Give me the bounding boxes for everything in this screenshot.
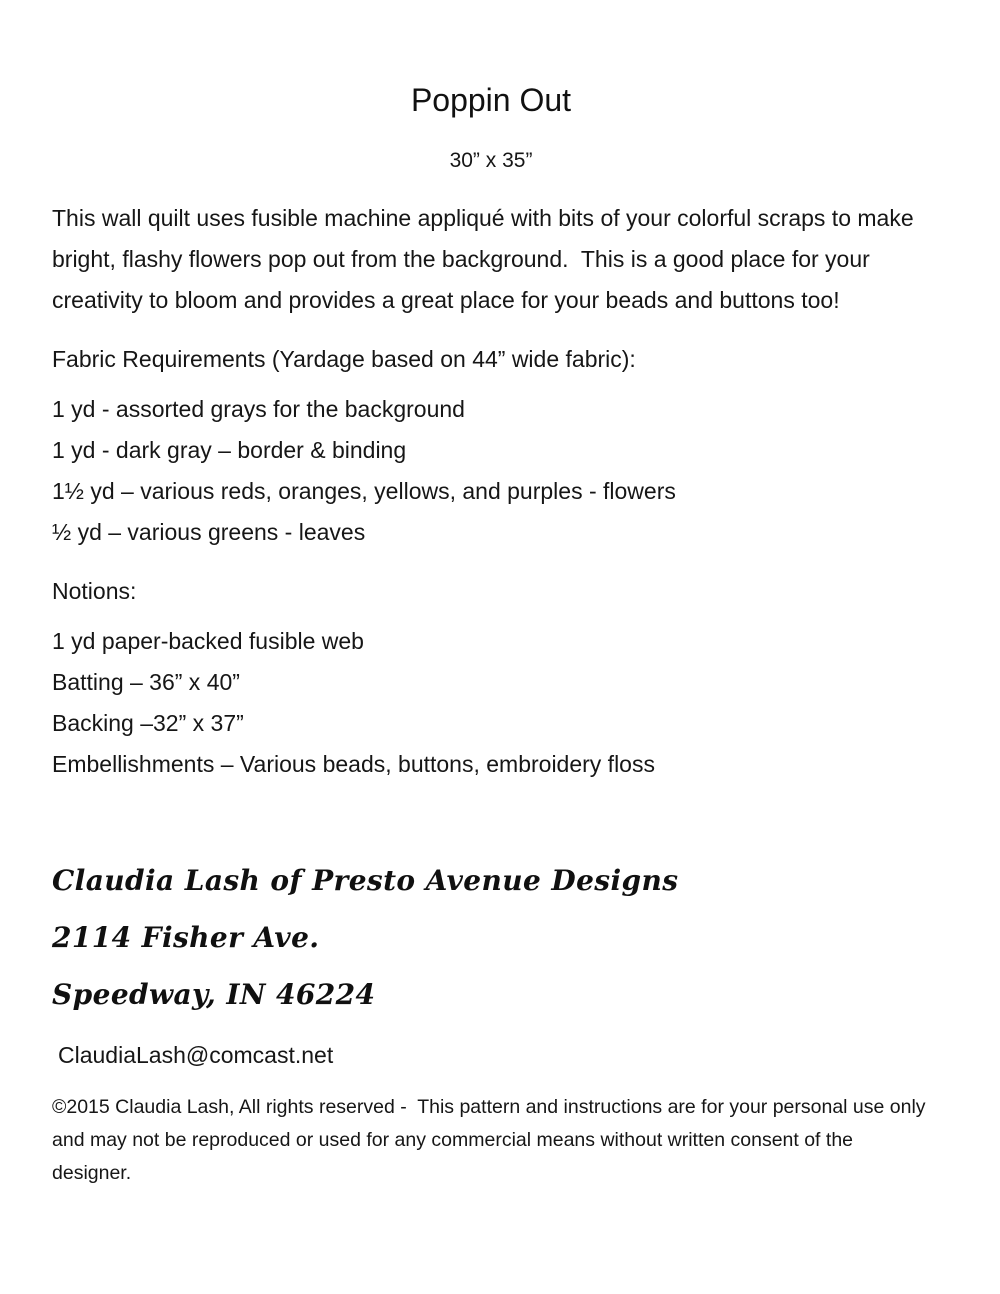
notions-heading: Notions: [52, 578, 137, 604]
designer-info-block [52, 861, 930, 1015]
notions-list [52, 621, 930, 785]
notion-item: Embellishments – Various beads, buttons, embroidery floss [52, 751, 655, 777]
fabric-requirements-list [52, 389, 930, 553]
notion-item: 1 yd paper-backed fusible web [52, 628, 364, 654]
designer-city-state-zip: Speedway, IN 46224 [52, 978, 376, 1011]
designer-name: Claudia Lash of Presto Avenue Designs [52, 864, 679, 897]
designer-street-address: 2114 Fisher Ave. [52, 921, 320, 954]
notion-item: Backing –32” x 37” [52, 710, 244, 736]
notion-item: Batting – 36” x 40” [52, 669, 240, 695]
fabric-item: 1 yd - dark gray – border & binding [52, 437, 407, 463]
page-title: Poppin Out [410, 82, 572, 118]
fabric-item: 1½ yd – various reds, oranges, yellows, and purples - flowers [52, 478, 676, 504]
copyright-notice: ©2015 Claudia Lash, All rights reserved - This pattern and instructions are for your personal use only and may not be reproduced or used for any commercial means without written consent of the designer. [52, 1096, 931, 1184]
fabric-item: ½ yd – various greens - leaves [52, 519, 366, 545]
fabric-item: 1 yd - assorted grays for the background [52, 396, 465, 422]
intro-paragraph: This wall quilt uses fusible machine appliqué with bits of your colorful scraps to make bright, flashy flowers pop out from the background. This is a good place for your creativity to bloom and provides a great place for your beads and buttons too! [52, 205, 921, 313]
designer-email: ClaudiaLash@comcast.net [58, 1042, 334, 1068]
quilt-size: 30” x 35” [449, 149, 533, 172]
fabric-requirements-heading: Fabric Requirements (Yardage based on 44” wide fabric): [52, 346, 636, 372]
